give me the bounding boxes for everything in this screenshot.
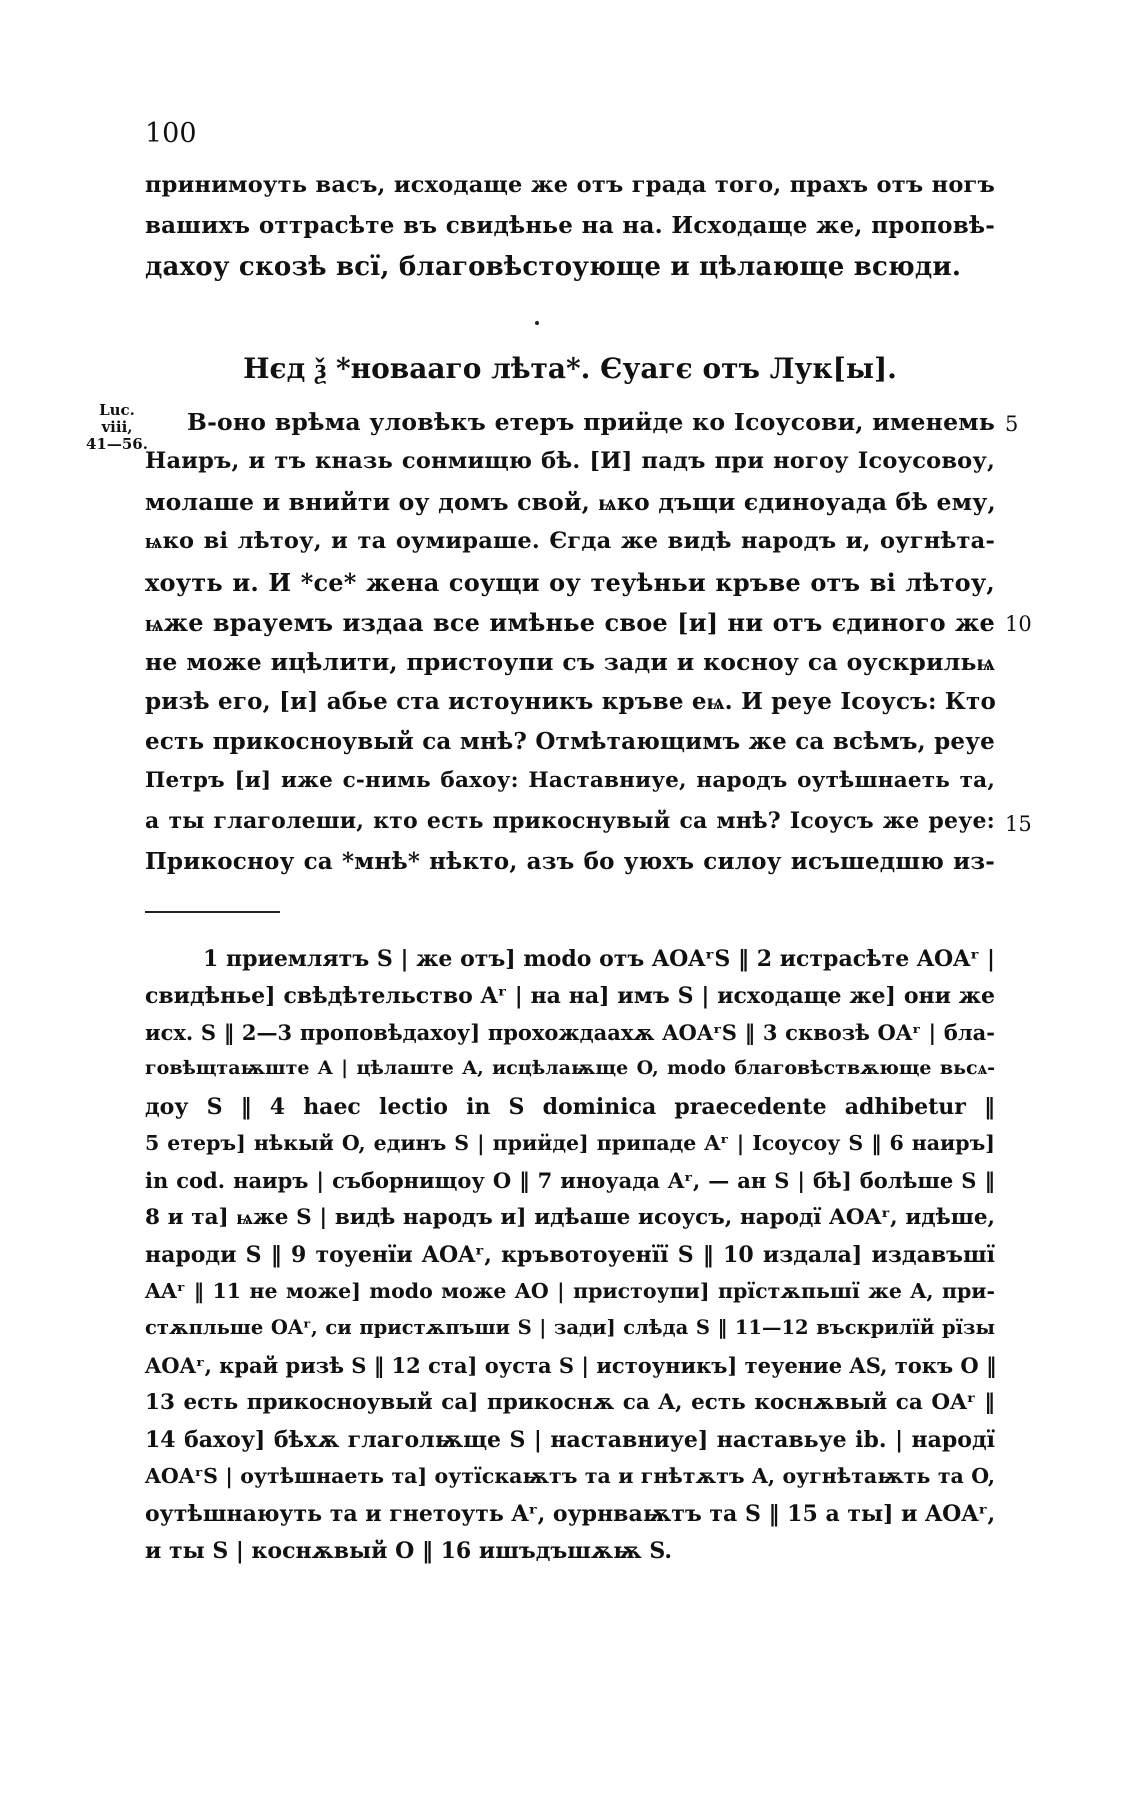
text-line: В-оно врѣма уловѣкъ етеръ приӥде ко Ісоусови, именемь xyxy=(187,408,995,436)
text-line: молаше и внийти оу домъ свой, ѩко дъщи єдиноуада бѣ ему, xyxy=(145,488,996,516)
page-number: 100 xyxy=(145,118,197,149)
footnote-line: говѣщтаѭште A | цѣлаште A, исцѣлаѭще O, modo благовѣствѫюще вьсѧ- xyxy=(145,1057,995,1079)
text-line: Петръ [и] иже с-нимь бахоу: Наставниуе, народъ оутѣшнаеть та, xyxy=(145,768,995,793)
footnote-line: in cod. наиръ | съборнищоу O ‖ 7 иноуада Aʳ, — ан S | бѣ] болѣше S ‖ xyxy=(145,1168,995,1193)
footnote-line: AOAʳS | оутѣшнаеть та] оутїскаѭтъ та и гнѣтѫтъ A, оугнѣтаѭть та O, xyxy=(145,1464,995,1488)
text-line: ѩко ві лѣтоу, и та оумираше. Єгда же видѣ народъ и, оугнѣта- xyxy=(145,528,995,554)
margin-reference xyxy=(82,402,152,453)
line-number: 15 xyxy=(1005,812,1032,836)
text-line: принимоуть васъ, исходаще же отъ града того, прахъ отъ ногъ xyxy=(145,172,995,198)
text-line: ѩже врауемъ издаа все имѣнье свое [и] ни отъ єдиного же xyxy=(145,608,995,637)
text-line: а ты глаголеши, кто есть прикоснувый са мнѣ? Ісоусъ же реуе: xyxy=(145,808,995,834)
text-line: вашихъ оттрасѣте въ свидѣнье на на. Исходаще же, проповѣ- xyxy=(145,212,995,239)
margin-ref-chapter: viii, xyxy=(101,418,133,436)
footnote-line: исх. S ‖ 2—3 проповѣдахоу] прохождаахѫ AOAʳS ‖ 3 сквозѣ OAʳ | бла- xyxy=(145,1020,995,1045)
footnote-line: 8 и та] ѩже S | видѣ народъ и] идѣаше исоусъ, народї AOAʳ, идѣше, xyxy=(145,1205,995,1230)
footnote-line: оутѣшнаюуть та и гнетоуть Aʳ, оурнваѭтъ та S ‖ 15 а ты] и AOAʳ, xyxy=(145,1501,996,1527)
text-line: дахоу скозѣ всї, благовѣстоующе и цѣлающе всюди. xyxy=(145,252,962,282)
lection-heading: Нєд ѯ *новааго лѣта*. Єуагє отъ Лук[ы]. xyxy=(243,352,897,385)
text-line: есть прикосноувый са мнѣ? Отмѣтающимъ же са всѣмъ, реуе xyxy=(145,728,995,755)
footnote-line: и ты S | коснѫвый O ‖ 16 ишъдъшѫѭ S. xyxy=(145,1538,673,1564)
footnote-line: AAʳ ‖ 11 не може] modo може AO | пристоупи] прїстѫпьшї же A, при- xyxy=(145,1279,995,1303)
ink-speck xyxy=(535,321,539,325)
footnote-line: 13 есть прикосноувый са] прикоснѫ са A, есть коснѫвый са OAʳ ‖ xyxy=(145,1390,995,1415)
footnote-line: стѫпльше OAʳ, си пристѫпъши S | зади] слѣда S ‖ 11—12 въскрилїй рїзы xyxy=(145,1316,995,1339)
text-line: не може ицѣлити, пристоупи съ зади и косноу са оускрильѩ xyxy=(145,648,995,676)
margin-ref-verses: 41—56. xyxy=(86,435,148,453)
margin-ref-book: Luc. xyxy=(99,401,135,419)
footnote-line: 14 бахоу] бѣхѫ глаголѭще S | наставниуе] наставьуе ib. | народї xyxy=(145,1427,995,1453)
footnote-line: доу S ‖ 4 haec lectio in S dominica praecedente adhibetur ‖ xyxy=(145,1094,995,1120)
footnote-rule xyxy=(145,911,280,913)
line-number: 10 xyxy=(1005,612,1032,636)
line-number: 5 xyxy=(1005,412,1019,436)
text-line: Наиръ, и тъ кназь сонмищю бѣ. [И] падъ при ногоу Ісоусовоу, xyxy=(145,448,995,474)
footnote-line: AOAʳ, край ризѣ S ‖ 12 ста] оуста S | истоуникъ] теуение AS, токъ O ‖ xyxy=(145,1353,997,1378)
footnote-line: народи S ‖ 9 тоуенїи AOAʳ, кръвотоуенїї S ‖ 10 издала] издавъшї xyxy=(145,1242,995,1268)
footnote-line: свидѣнье] свѣдѣтельство Aʳ | на на] имъ S | исходаще же] они же xyxy=(145,983,995,1009)
text-line: Прикосноу са *мнѣ* нѣкто, азъ бо уюхъ силоу исъшедшю из- xyxy=(145,848,995,875)
text-line: хоуть и. И *се* жена соущи оу теуѣньи кръве отъ ві лѣтоу, xyxy=(145,568,995,597)
text-line: ризѣ его, [и] абье ста истоуникъ кръве еѩ. И реуе Ісоусъ: Кто xyxy=(145,688,997,715)
footnote-line: 5 етеръ] нѣкый O, единъ S | приӥде] припаде Aʳ | Ісоусоу S ‖ 6 наиръ] xyxy=(145,1131,995,1155)
footnote-line: 1 приемлятъ S | же отъ] modo отъ AOAʳS ‖ 2 истрасѣте AOAʳ | xyxy=(203,946,995,972)
